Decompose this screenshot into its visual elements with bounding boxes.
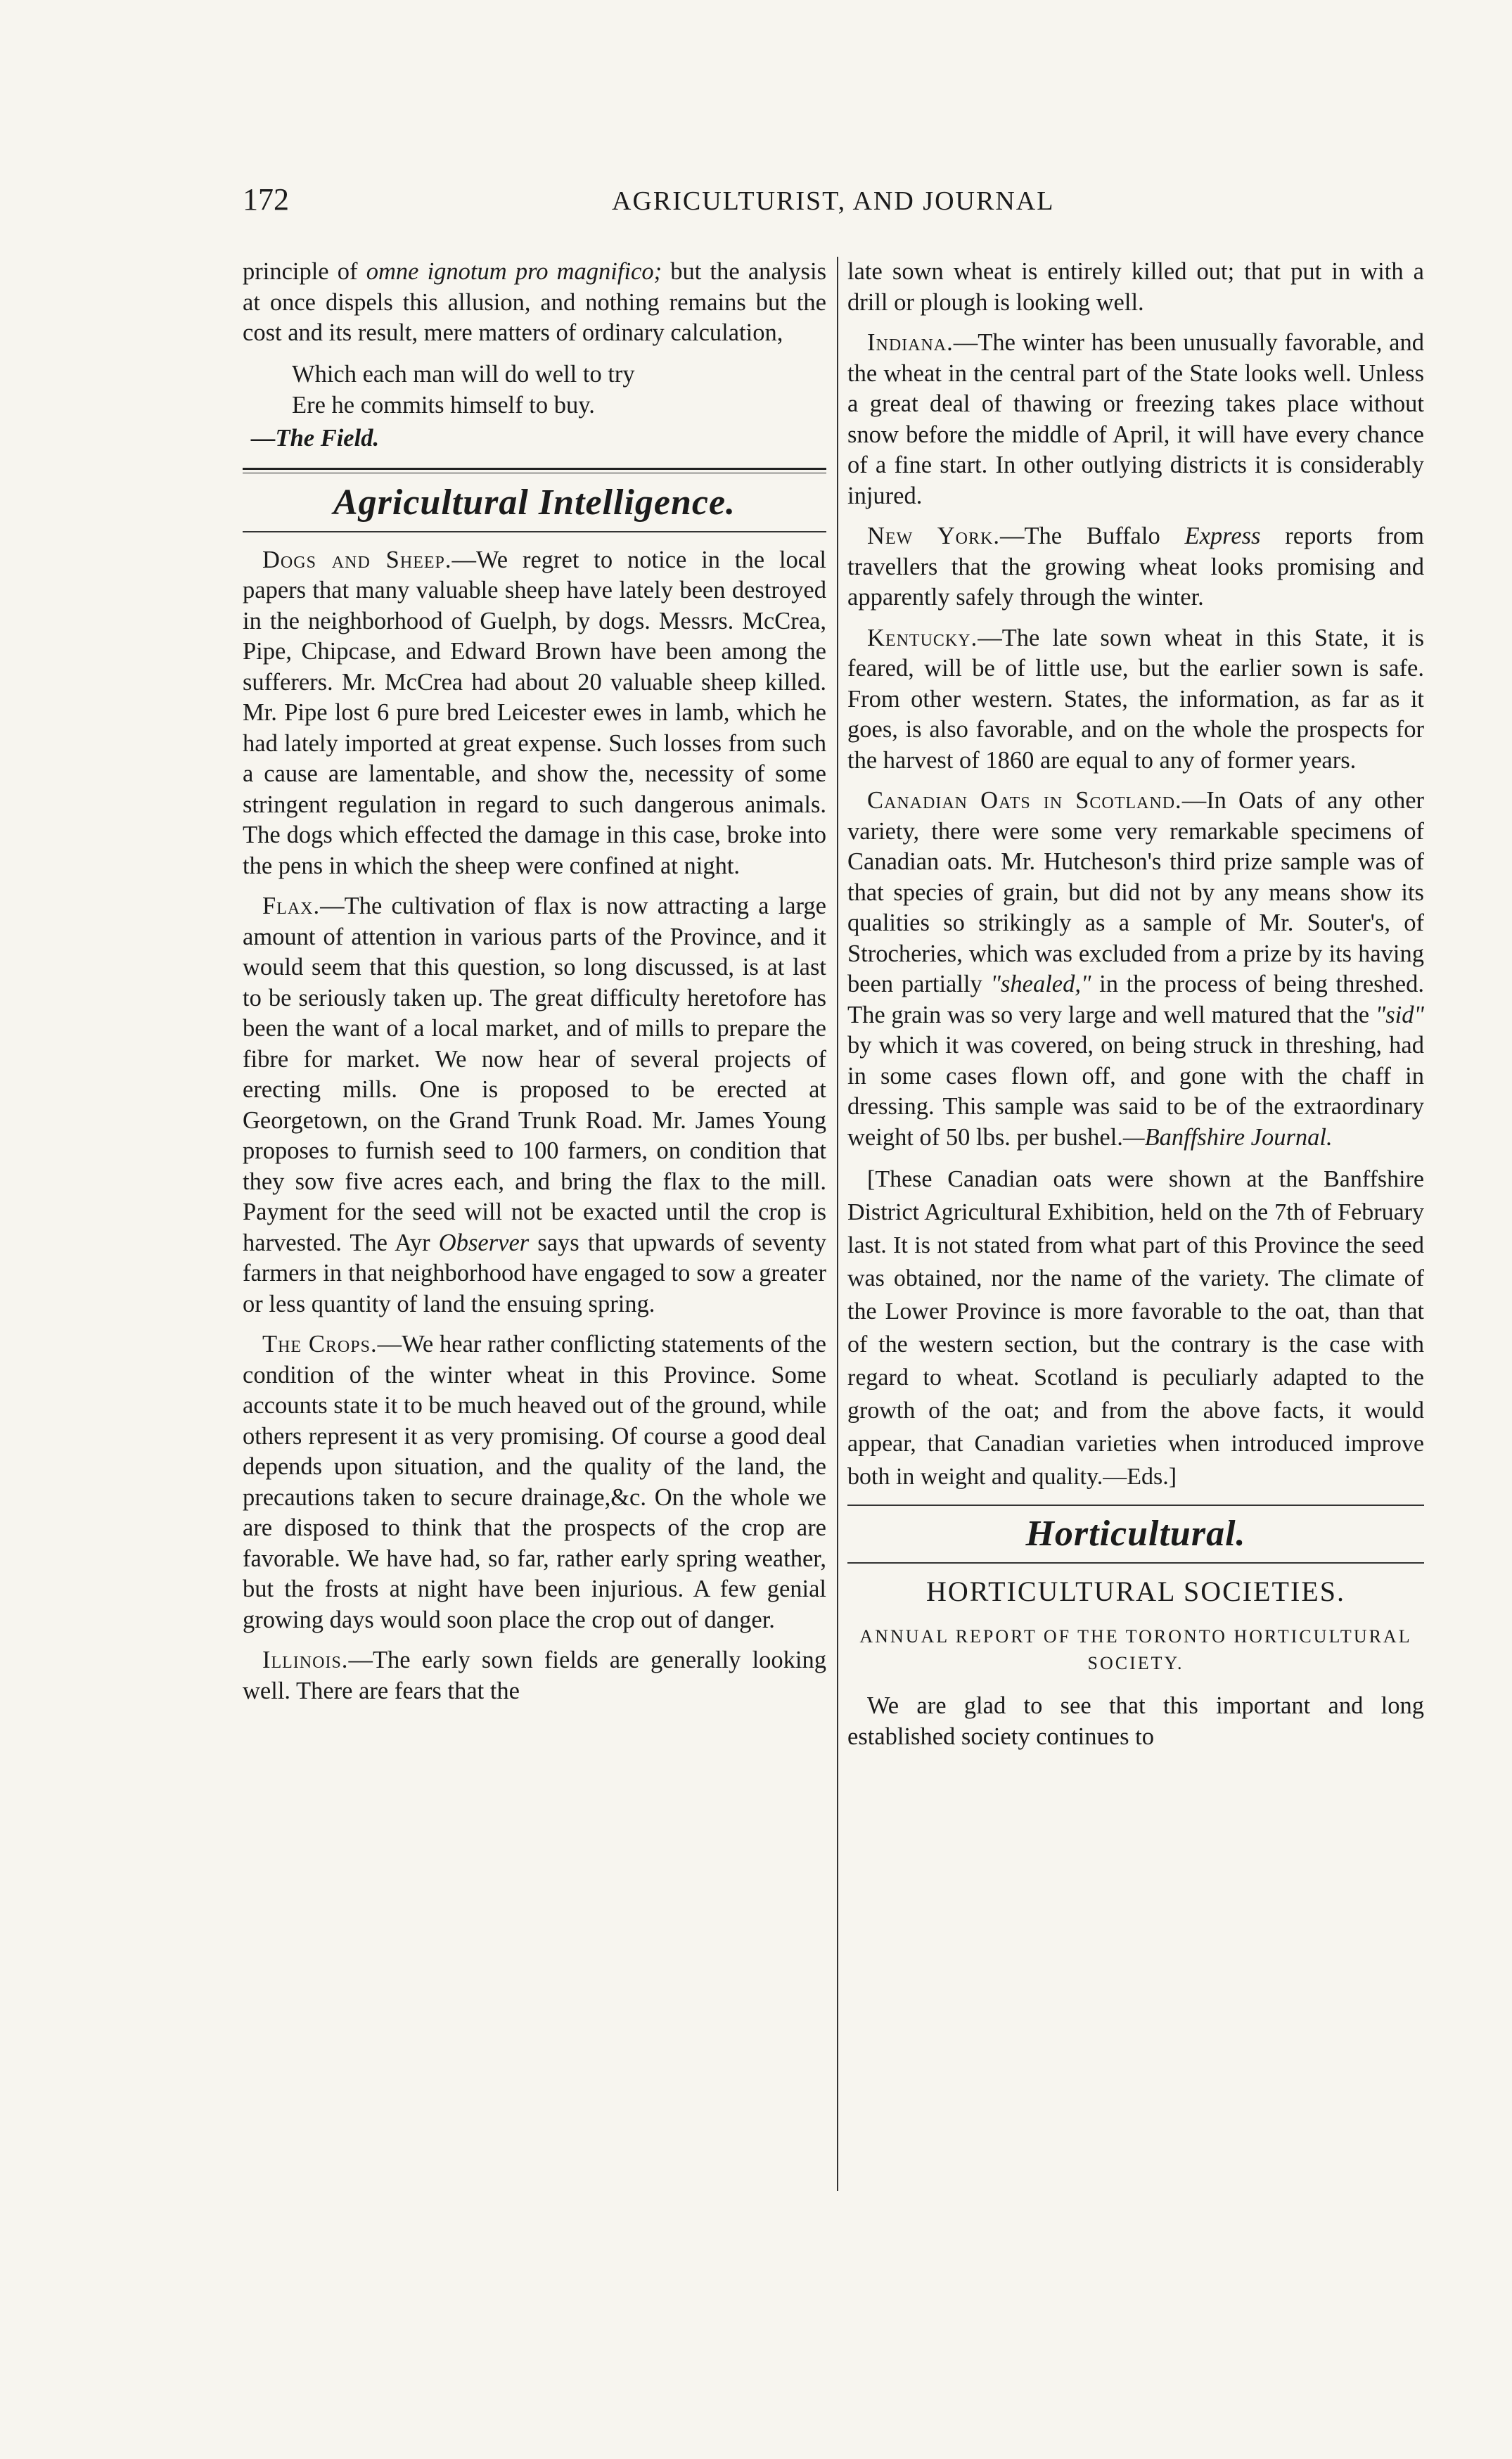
quoted-term: "shealed,"	[990, 971, 1091, 997]
article-text: —We hear rather conflicting statements of the condition of the winter wheat in this Province. Some accounts state it to be much heaved out of the ground, while others represent it as very promising. Of course a good deal depends upon situation, and the quality of the land, the precautions taken to secure drainage,&c. On the whole we are disposed to think that the prospects of the crop are favorable. We have had, so far, rather early spring weather, but the frosts at night have been injurious. A few genial growing days would soon place the crop out of danger.	[243, 1331, 826, 1633]
article-flax	[243, 891, 826, 1320]
article-text: —The winter has been unusually favorable, and the wheat in the central part of the State looks well. Unless a great deal of thawing or freezing takes place without snow before the middle of April, it will have every chance of a fine start. In other outlying districts it is considerably injured.	[847, 329, 1424, 509]
article-kentucky	[847, 623, 1424, 777]
verse	[292, 359, 826, 421]
newspaper-name: Observer	[438, 1229, 530, 1256]
title-rule	[847, 1562, 1424, 1564]
editor-note: [These Canadian oats were shown at the Banffshire District Agricultural Exhibition, held on the 7th of February last. It is not stated from what part of this Province the seed was obtained, nor the name of the variety. The climate of the Lower Province is more favorable to the oat, than that of the western section, but the contrary is the case with regard to wheat. Scotland is peculiarly adapted to the growth of the oat; and from the above facts, it would appear, that Canadian varieties when introduced improve both in weight and quality.—Eds.]	[847, 1166, 1424, 1490]
article-text: —The Buffalo	[999, 523, 1185, 549]
verse-line: Ere he commits himself to buy.	[292, 391, 595, 419]
subsection-title: HORTICULTURAL SOCIETIES.	[926, 1575, 1345, 1607]
latin-phrase: omne ignotum pro magnifico;	[366, 258, 662, 285]
article-text-cont: in the process of being threshed. The grain was so very large and well matured that the	[847, 971, 1424, 1028]
article-heading: Illinois.	[262, 1647, 349, 1673]
article-heading: Indiana.	[867, 329, 954, 356]
opening-text-cont: but the analysis at once dispels this allusion, and nothing remains but the cost and its result, mere matters of ordinary calculation,	[243, 258, 826, 346]
article-text: —The early sown fields are generally looking well. There are fears that the	[243, 1647, 826, 1704]
column-divider	[837, 257, 838, 2191]
article-heading: Kentucky.	[867, 624, 978, 651]
article-heading: Canadian Oats in Scotland.	[867, 787, 1182, 814]
title-rule	[243, 531, 826, 532]
report-heading: ANNUAL REPORT OF THE TORONTO HORTICULTURAL SOCIETY.	[859, 1626, 1412, 1673]
source-signature: —Banffshire Journal.	[1122, 1123, 1333, 1151]
article-text: —The late sown wheat in this State, it is feared, will be of little use, but the earlier sown is safe. From other western. States, the information, as far as it goes, is also favorable, and on the whole the prospects for the harvest of 1860 are equal to any of former years.	[847, 624, 1424, 774]
quoted-term: "sid"	[1375, 1001, 1424, 1028]
section-rule	[847, 1505, 1424, 1506]
article-crops	[243, 1329, 826, 1635]
left-column	[243, 257, 826, 1716]
section-title: Horticultural.	[1025, 1514, 1246, 1554]
article-text: —We regret to notice in the local papers that many valuable sheep have lately been destroyed in the neighborhood of Guelph, by dogs. Messrs. McCrea, Pipe, Chipcase, and Edward Brown have been among the sufferers. Mr. McCrea had about 20 valuable sheep killed. Mr. Pipe lost 6 pure bred Leicester ewes in lamb, which he had lately imported at great expense. Such losses from such a cause are lamentable, and show the, necessity of some stringent regulation in regard to such dangerous animals. The dogs which effected the damage in this case, broke into the pens in which the sheep were confined at night.	[243, 546, 826, 879]
running-title: AGRICULTURIST, AND JOURNAL	[612, 186, 1055, 216]
newspaper-name: Express	[1184, 523, 1261, 549]
report-text: We are glad to see that this important and long established society continues to	[847, 1692, 1424, 1750]
page-header	[243, 181, 1396, 224]
article-heading: Dogs and Sheep.	[262, 546, 452, 573]
article-canadian-oats	[847, 786, 1424, 1153]
article-new-york	[847, 521, 1424, 613]
section-rule	[243, 468, 826, 473]
article-heading: Flax.	[262, 893, 321, 919]
section-title: Agricultural Intelligence.	[333, 483, 736, 523]
article-text-cont: reports from travellers that the growing wheat looks promising and apparently safely through the winter.	[847, 523, 1424, 611]
source-signature: —The Field.	[251, 424, 380, 452]
article-text: —The cultivation of flax is now attracting a large amount of attention in various parts of the Province, and it would seem that this question, so long discussed, is at last to be seriously taken up. The great difficulty heretofore has been the want of a local market, and of mills to prepare the fibre for market. We now hear of several projects of erecting mills. One is proposed to be erected at Georgetown, on the Grand Trunk Road. Mr. James Young proposes to furnish seed to 100 farmers, on condition that they sow five acres each, and bring the flax to the mill. Payment for the seed will not be exacted until the crop is harvested. The Ayr	[243, 893, 826, 1256]
opening-paragraph	[243, 257, 826, 349]
article-heading: The Crops.	[262, 1331, 378, 1358]
article-text-cont: says that upwards of seventy farmers in that neighborhood have engaged to sow a greater or less quantity of land the ensuing spring.	[243, 1229, 826, 1317]
article-text-cont: by which it was covered, on being struck in threshing, had in some cases flown off, and gone with the chaff in dressing. This sample was said to be of the extraordinary weight of 50 lbs. per bushel.	[847, 1032, 1424, 1151]
verse-line: Which each man will do well to try	[292, 360, 635, 388]
continued-text: late sown wheat is entirely killed out; that put in with a drill or plough is looking well.	[847, 258, 1424, 316]
article-illinois	[243, 1645, 826, 1706]
article-indiana	[847, 328, 1424, 511]
opening-text: principle of	[243, 258, 366, 285]
article-heading: New York.	[867, 523, 1000, 549]
article-text: —In Oats of any other variety, there were some very remarkable specimens of Canadian oats. Mr. Hutcheson's third prize sample was of that species of grain, but did not by any means show its qualities so strikingly as a sample of Mr. Souter's, of Strocheries, which was excluded from a prize by its having been partially	[847, 787, 1424, 997]
right-column	[847, 257, 1424, 1762]
article-dogs	[243, 545, 826, 882]
page-number: 172	[243, 182, 289, 217]
